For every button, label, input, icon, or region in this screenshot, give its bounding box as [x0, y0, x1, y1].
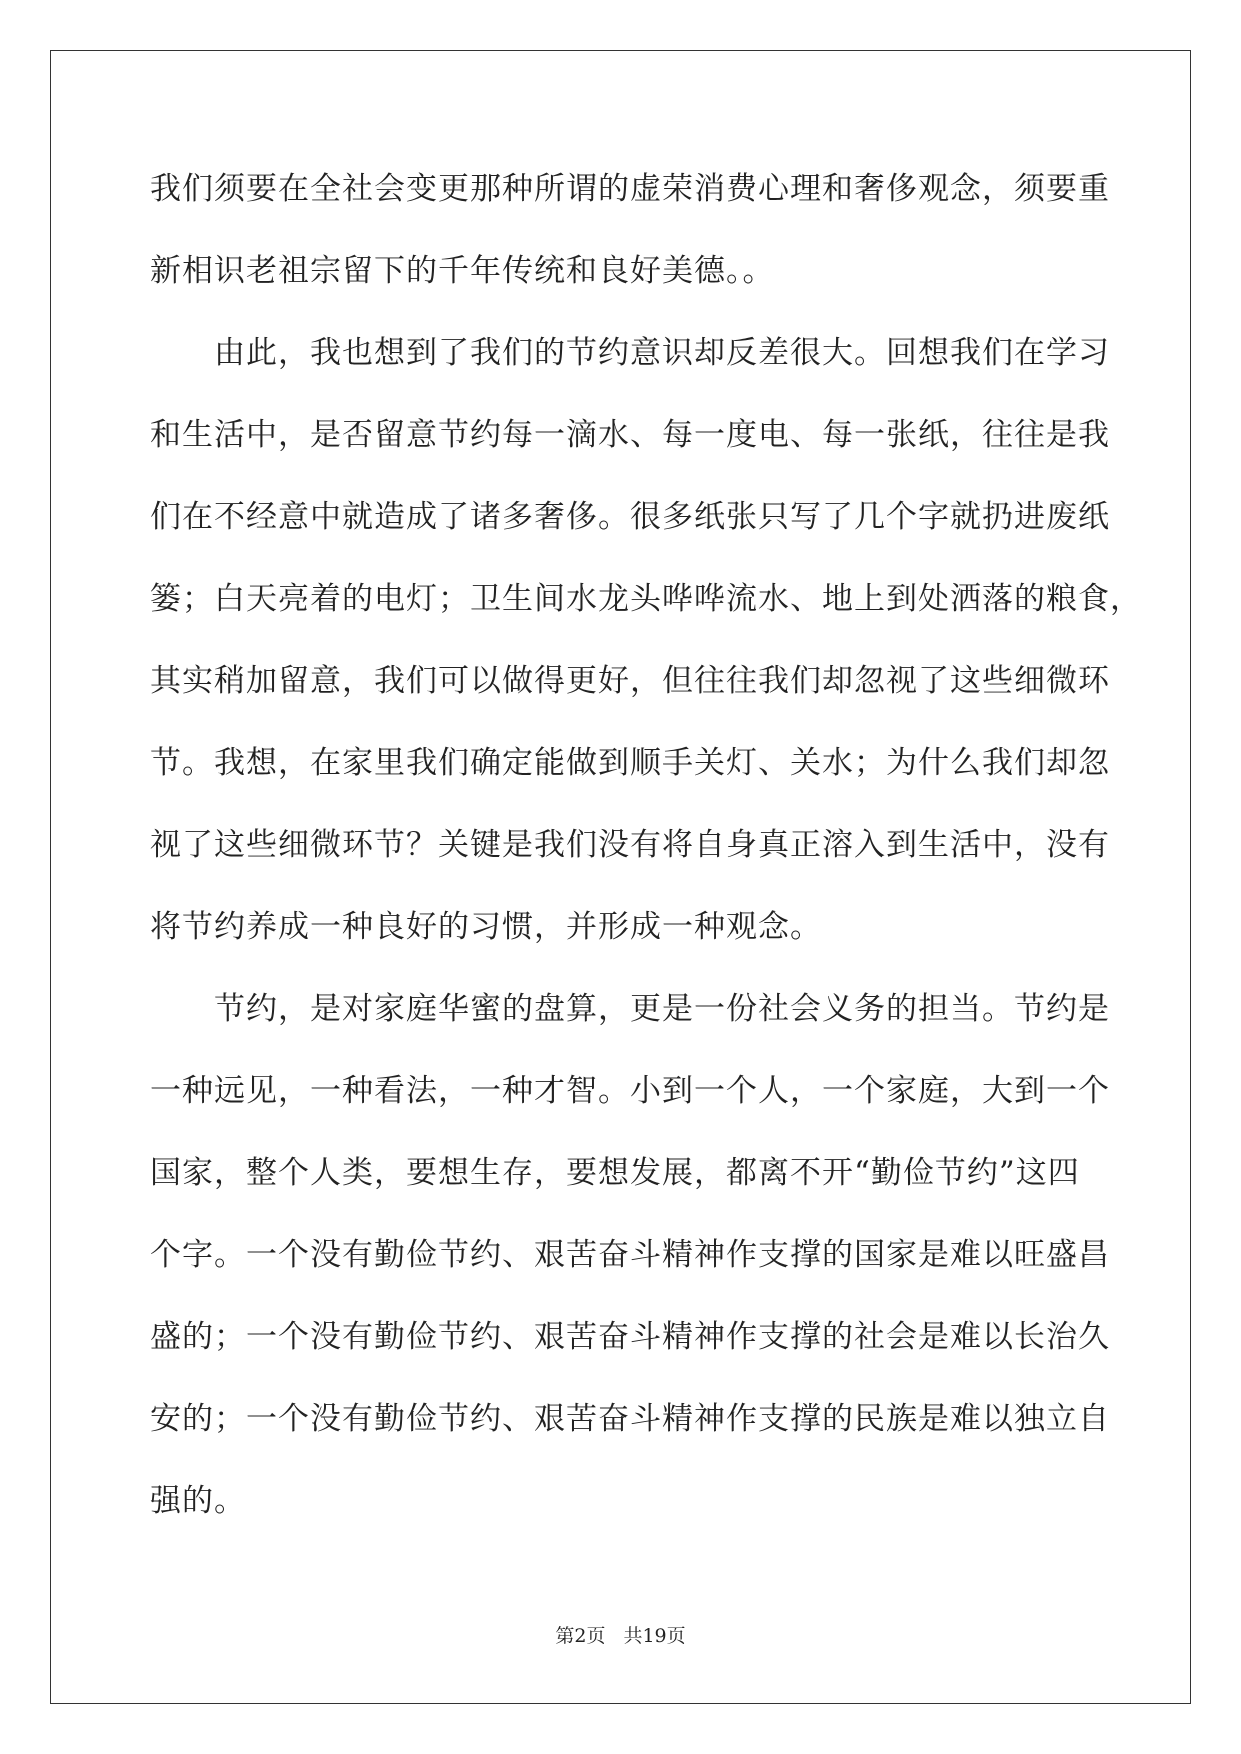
- text-line: 新相识老祖宗留下的千年传统和良好美德。。: [150, 253, 775, 289]
- page-number: 第2页: [555, 1625, 606, 1647]
- text-line: 个字。一个没有勤俭节约、艰苦奋斗精神作支撑的国家是难以旺盛昌: [150, 1237, 1110, 1273]
- text-line: 强的。: [150, 1483, 246, 1519]
- text-line: 将节约养成一种良好的习惯，并形成一种观念。: [150, 909, 822, 945]
- text-line: 节。我想，在家里我们确定能做到顺手关灯、关水；为什么我们却忽: [150, 745, 1110, 781]
- document-body: [150, 164, 1142, 1558]
- text-line: 安的；一个没有勤俭节约、艰苦奋斗精神作支撑的民族是难以独立自: [150, 1401, 1110, 1437]
- page-total: 共19页: [623, 1625, 686, 1647]
- text-line: 节约，是对家庭华蜜的盘算，更是一份社会义务的担当。节约是: [150, 991, 1110, 1027]
- text-line: 们在不经意中就造成了诸多奢侈。很多纸张只写了几个字就扔进废纸: [150, 499, 1110, 535]
- text-line: 一种远见，一种看法，一种才智。小到一个人，一个家庭，大到一个: [150, 1073, 1110, 1109]
- text-line: 由此，我也想到了我们的节约意识却反差很大。回想我们在学习: [150, 335, 1110, 371]
- page-footer: [0, 1621, 1241, 1648]
- text-line: 和生活中，是否留意节约每一滴水、每一度电、每一张纸，往往是我: [150, 417, 1110, 453]
- text-line: 视了这些细微环节？关键是我们没有将自身真正溶入到生活中，没有: [150, 827, 1110, 863]
- text-line: 国家，整个人类，要想生存，要想发展，都离不开“勤俭节约”这四: [150, 1155, 1080, 1191]
- text-line: 我们须要在全社会变更那种所谓的虚荣消费心理和奢侈观念，须要重: [150, 171, 1110, 207]
- text-line: 篓；白天亮着的电灯；卫生间水龙头哗哗流水、地上到处洒落的粮食，: [150, 581, 1142, 617]
- text-line: 盛的；一个没有勤俭节约、艰苦奋斗精神作支撑的社会是难以长治久: [150, 1319, 1110, 1355]
- text-line: 其实稍加留意，我们可以做得更好，但往往我们却忽视了这些细微环: [150, 663, 1110, 699]
